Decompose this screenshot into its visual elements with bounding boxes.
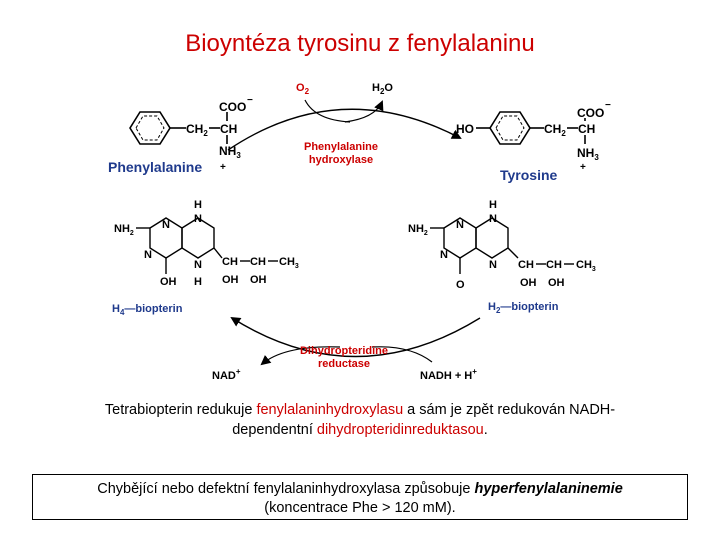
svg-text:+: + [220, 162, 226, 173]
enzyme-reductase-line2: reductase [318, 358, 370, 370]
svg-text:H: H [194, 276, 202, 288]
svg-text:OH: OH [548, 277, 565, 289]
svg-text:O: O [456, 279, 465, 291]
svg-text:H: H [194, 199, 202, 211]
svg-text:CH3: $CH_3$ [576, 259, 596, 273]
svg-text:N: N [162, 219, 170, 231]
amino-group: NH [219, 144, 237, 158]
svg-text:H: H [489, 199, 497, 211]
enzyme-reductase-line1: Dihydropteridine [299, 345, 389, 357]
note-box: Chybějící nebo defektní fenylalaninhydroxylasa způsobuje hyperfenylalaninemie (koncentrace Phe > 120 mM). [32, 474, 688, 520]
svg-text:NH3: $NH_3$ [577, 146, 599, 162]
page-title: Bioyntéza tyrosinu z fenylalaninu [185, 30, 535, 57]
svg-text:CH3: $CH_3$ [279, 256, 299, 270]
reductase-term: dihydropteridinreduktasou [316, 422, 484, 438]
svg-text:N: N [194, 259, 202, 271]
svg-text:−: − [605, 100, 611, 111]
description-text: Tetrabiopterin redukuje fenylalaninhydroxylasu a sám je zpět redukován NADH- dependentní dihydropteridinreduktasou. [104, 402, 616, 438]
svg-text:CH2: $CH_2$ [544, 122, 566, 138]
svg-text:NH2: $NH_2$ [408, 223, 428, 237]
tyrosine-structure [456, 100, 611, 173]
svg-text:OH: OH [250, 274, 267, 286]
svg-text:CH2: $CH_2$ [186, 122, 208, 138]
nad-label: NAD+ [212, 367, 241, 382]
svg-text:CH: CH [222, 256, 238, 268]
carboxylate-group: COO [219, 100, 247, 114]
tetrahydrobiopterin-structure [114, 199, 299, 288]
dihydrobiopterin-structure [408, 199, 596, 291]
water-label: $H_2O$ [372, 82, 393, 96]
h4-biopterin-label: $H_4—biopterin$ [112, 303, 183, 317]
svg-text:OH: OH [520, 277, 537, 289]
enzyme-hydroxylase-line1: Phenylalanine [304, 141, 378, 153]
svg-text:CH: CH [578, 122, 596, 136]
svg-text:N: N [456, 219, 464, 231]
svg-text:CH: CH [546, 259, 562, 271]
hydroxyl-group: HO [456, 122, 474, 136]
tyrosine-label: Tyrosine [500, 167, 558, 183]
svg-text:−: − [247, 95, 253, 106]
svg-text:CH: CH [518, 259, 534, 271]
hydroxylase-term: fenylalaninhydroxylasu [256, 402, 404, 418]
phenylalanine-label: Phenylalanine [108, 159, 203, 175]
svg-text:N: N [489, 213, 497, 225]
svg-text:N: N [489, 259, 497, 271]
svg-text:+: + [580, 162, 586, 173]
svg-text:N: N [194, 213, 202, 225]
svg-text:N: N [440, 249, 448, 261]
oxygen-label: $O_2$ [296, 82, 310, 96]
svg-text:OH: OH [222, 274, 239, 286]
ch2-group: CH [186, 122, 204, 136]
nadh-label: NADH + H+ [420, 367, 477, 382]
hyperphenylalaninemia-term: hyperfenylalaninemie [474, 481, 623, 497]
svg-text:N: N [144, 249, 152, 261]
enzyme-hydroxylase-line2: hydroxylase [308, 154, 374, 166]
ch-group: CH [220, 122, 238, 136]
svg-text:OH: OH [160, 276, 177, 288]
svg-text:NH2: $NH_2$ [114, 223, 134, 237]
svg-text:NH3: $NH_3$ [219, 144, 241, 160]
svg-text:CH: CH [250, 256, 266, 268]
water-out-arc [345, 102, 382, 122]
h2-biopterin-label: $H_2—biopterin$ [488, 301, 559, 315]
svg-text:COO: COO [577, 106, 605, 120]
